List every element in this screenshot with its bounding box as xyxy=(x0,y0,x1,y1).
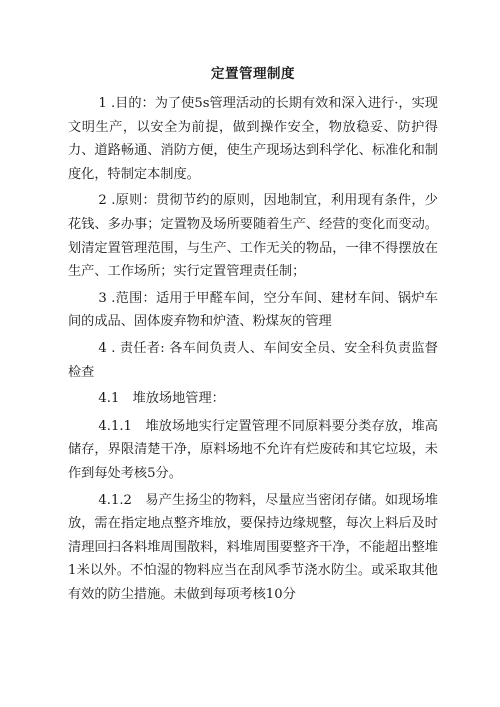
document-page xyxy=(68,50,438,609)
paragraph-4-1-1: 4.1.1 堆放场地实行定置管理不同原料要分类存放，堆高储存，界限清楚干净，原料场地不允许有烂废砖和其它垃圾，未作到每处考核5分。 xyxy=(68,418,438,481)
paragraph-principle: 2 .原则：贯彻节约的原则，因地制宜，利用现有条件，少花钱、多办事；定置物及场所要随着生产、经营的变化而变动。划清定置管理范围，与生产、工作无关的物品，一律不得摆放在生产、工作场所；实行定置管理责任制； xyxy=(68,193,438,280)
paragraph-scope: 3 .范围：适用于甲醛车间，空分车间、建材车间、锅炉车间的成品、固体废弃物和炉渣、粉煤灰的管理 xyxy=(68,290,438,330)
paragraph-responsible: 4 . 责任者: 各车间负责人、车间安全员、安全科负责监督检查 xyxy=(68,340,438,380)
document-title: 定置管理制度 xyxy=(211,66,295,82)
paragraph-4-1-2: 4.1.2 易产生扬尘的物料，尽量应当密闭存储。如现场堆放，需在指定地点整齐堆放，要保持边缘规整，每次上料后及时清理回扫各料堆周围散料，料堆周围要整齐干净，不能超出整堆1米以外。不怕湿的物料应当在刮风季节浇水防尘。或采取其他有效的防尘措施。未做到每项考核10分 xyxy=(68,492,438,602)
paragraph-site-management-heading: 4.1 堆放场地管理： xyxy=(98,391,225,407)
paragraph-purpose: 1 .目的：为了使5s管理活动的长期有效和深入进行·，实现文明生产，以安全为前提，做到操作安全，物放稳妥、防护得力、道路畅通、消防方便，使生产现场达到科学化、标准化和制度化，特制定本制度。 xyxy=(68,96,438,182)
